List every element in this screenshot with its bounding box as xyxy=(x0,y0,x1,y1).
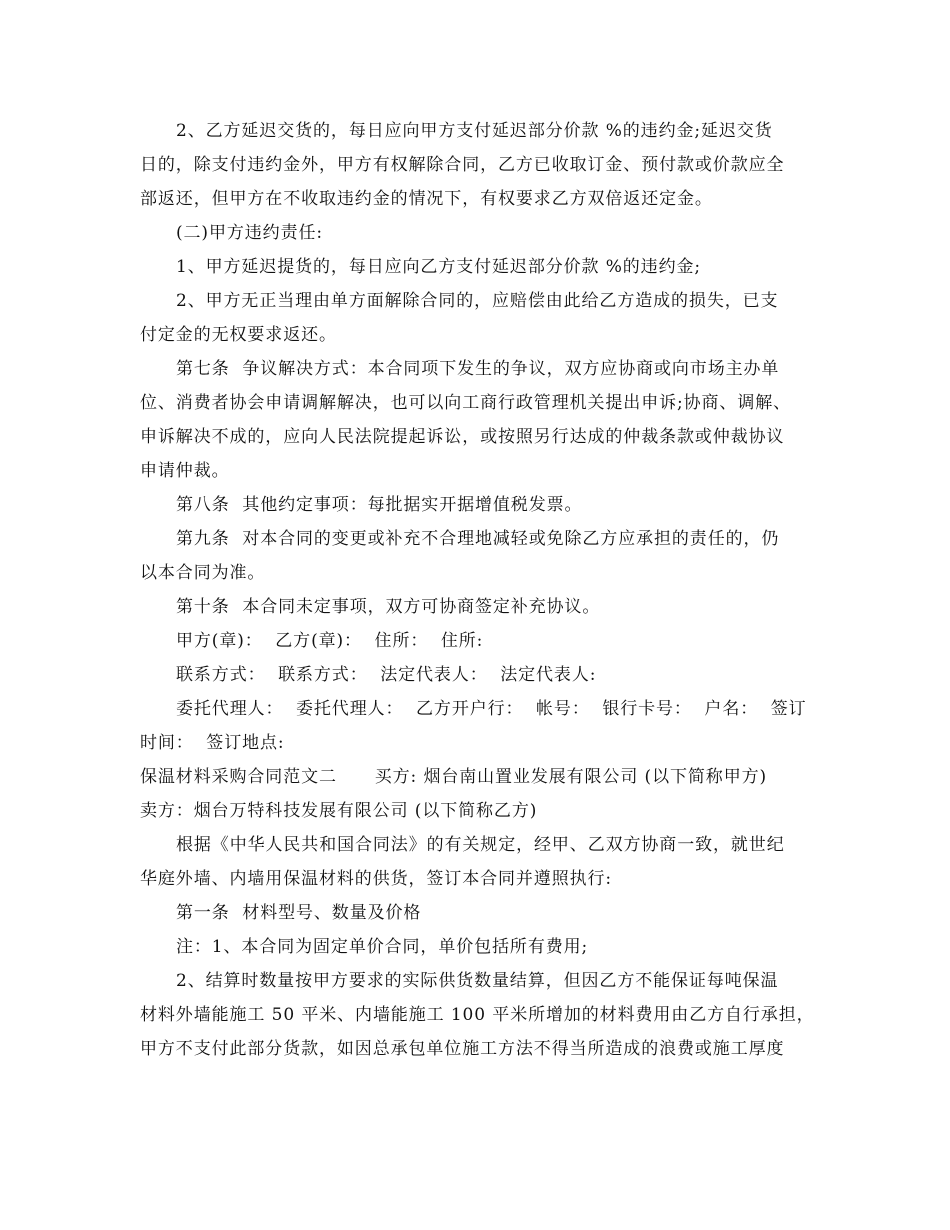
text-line: 日的，除支付违约金外，甲方有权解除合同，乙方已收取订金、预付款或价款应全 xyxy=(140,155,785,175)
text-line: (二)甲方违约责任: xyxy=(176,223,323,243)
text-line: 付定金的无权要求返还。 xyxy=(140,325,337,345)
text-line: 申诉解决不成的，应向人民法院提起诉讼，或按照另行达成的仲裁条款或仲裁协议 xyxy=(140,427,785,447)
text-line: 注：1、本合同为固定单价合同，单价包括所有费用; xyxy=(176,937,589,957)
text-line: 第一条 材料型号、数量及价格 xyxy=(176,903,422,923)
text-line: 甲方不支付此部分货款，如因总承包单位施工方法不得当所造成的浪费或施工厚度 xyxy=(140,1039,785,1059)
text-line: 第九条 对本合同的变更或补充不合理地减轻或免除乙方应承担的责任的，仍 xyxy=(176,529,780,549)
text-line: 联系方式： 联系方式： 法定代表人： 法定代表人: xyxy=(176,665,597,685)
text-line: 2、甲方无正当理由单方面解除合同的，应赔偿由此给乙方造成的损失，已支 xyxy=(176,291,779,311)
text-line: 委托代理人： 委托代理人： 乙方开户行： 帐号： 银行卡号： 户名： 签订 xyxy=(176,699,807,719)
text-line: 保温材料采购合同范文二 买方: 烟台南山置业发展有限公司 (以下简称甲方) xyxy=(140,767,768,787)
text-line: 根据《中华人民共和国合同法》的有关规定，经甲、乙双方协商一致，就世纪 xyxy=(176,835,785,855)
text-line: 申请仲裁。 xyxy=(140,461,230,481)
text-line: 材料外墙能施工 50 平米、内墙能施工 100 平米所增加的材料费用由乙方自行承担， xyxy=(140,1005,815,1025)
text-line: 部返还，但甲方在不收取违约金的情况下，有权要求乙方双倍返还定金。 xyxy=(140,189,713,209)
text-line: 位、消费者协会申请调解解决，也可以向工商行政管理机关提出申诉;协商、调解、 xyxy=(140,393,792,413)
text-line: 华庭外墙、内墙用保温材料的供货，签订本合同并遵照执行: xyxy=(140,869,613,889)
text-line: 时间： 签订地点: xyxy=(140,733,285,753)
text-line: 第八条 其他约定事项：每批据实开据增值税发票。 xyxy=(176,495,583,515)
text-line: 第七条 争议解决方式：本合同项下发生的争议，双方应协商或向市场主办单 xyxy=(176,359,780,379)
text-line: 甲方(章)： 乙方(章)： 住所： 住所: xyxy=(176,631,484,651)
text-line: 以本合同为准。 xyxy=(140,563,266,583)
text-line: 卖方：烟台万特科技发展有限公司 (以下简称乙方) xyxy=(140,801,538,821)
text-line: 第十条 本合同未定事项，双方可协商签定补充协议。 xyxy=(176,597,601,617)
text-line: 1、甲方延迟提货的，每日应向乙方支付延迟部分价款 %的违约金; xyxy=(176,257,701,277)
text-line: 2、乙方延迟交货的，每日应向甲方支付延迟部分价款 %的违约金;延迟交货 xyxy=(176,121,773,141)
text-line: 2、结算时数量按甲方要求的实际供货数量结算，但因乙方不能保证每吨保温 xyxy=(176,971,779,991)
